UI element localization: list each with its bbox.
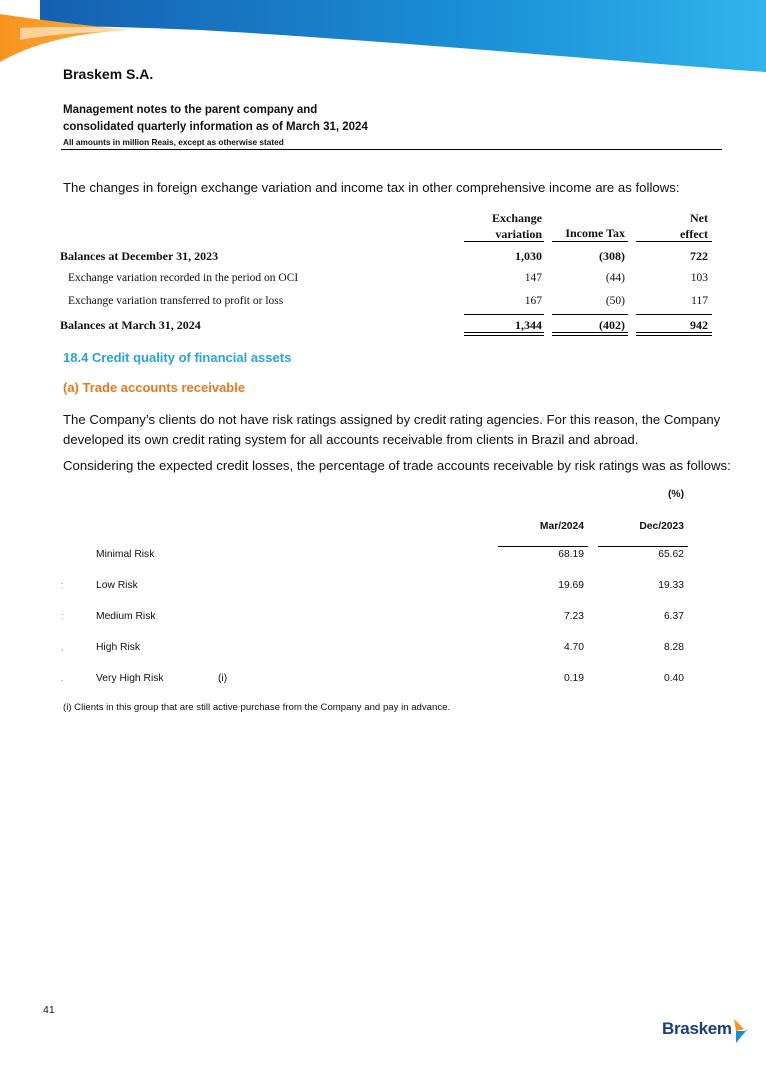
row-value: 103	[690, 272, 708, 284]
row-value: (402)	[599, 318, 625, 332]
row-label: Exchange variation transferred to profit or loss	[68, 295, 284, 307]
row-value: 8.28	[663, 642, 684, 653]
row-value: 0.40	[663, 673, 684, 684]
row-value: (50)	[605, 295, 625, 307]
oci-col-exchange-line2: variation	[495, 227, 542, 241]
oci-total-underline-2	[552, 332, 628, 336]
row-marker: :	[61, 580, 64, 590]
oci-col-net-effect	[680, 210, 708, 242]
row-label: Balances at March 31, 2024	[60, 318, 201, 332]
row-marker: .	[61, 673, 64, 683]
row-label: Minimal Risk	[96, 549, 155, 560]
oci-col-net-line1: Net	[690, 211, 708, 225]
oci-total-underline-1	[464, 332, 544, 336]
row-label: Balances at December 31, 2023	[60, 249, 219, 263]
table-row	[60, 292, 712, 315]
table-row	[60, 246, 712, 269]
row-value: 7.23	[563, 611, 584, 622]
risk-unit: (%)	[668, 489, 685, 500]
oci-header-underline-2	[552, 241, 628, 242]
row-label: High Risk	[96, 642, 141, 653]
row-value: 942	[690, 318, 708, 332]
document-subtitle: All amounts in million Reais, except as otherwise stated	[63, 137, 284, 147]
paragraph-line-2: developed its own credit rating system for all accounts receivable from clients in Brazil and abroad.	[63, 432, 639, 447]
oci-header-underline-1	[464, 241, 544, 242]
oci-total-underline-3	[636, 332, 712, 336]
oci-col-exchange-line1: Exchange	[491, 211, 542, 225]
table-row	[0, 548, 766, 579]
row-label: Medium Risk	[96, 611, 156, 622]
row-value: 1,344	[515, 318, 542, 332]
risk-col-mar2024: Mar/2024	[539, 521, 584, 532]
row-value: 722	[690, 249, 708, 263]
paragraph-line-1: The Company’s clients do not have risk ratings assigned by credit rating agencies. For this reason, the Company	[63, 412, 721, 427]
risk-header-underline-1	[498, 546, 588, 547]
logo-chevron-icon	[732, 1017, 750, 1045]
oci-table-body	[60, 246, 712, 338]
subsection-heading: (a) Trade accounts receivable	[63, 380, 246, 395]
company-name: Braskem S.A.	[63, 66, 154, 82]
risk-footnote: (i) Clients in this group that are still active purchase from the Company and pay in advance.	[63, 702, 451, 713]
table-row	[60, 269, 712, 292]
risk-col-dec2023: Dec/2023	[639, 521, 684, 532]
oci-table	[60, 208, 712, 242]
oci-table-header	[60, 208, 712, 242]
oci-header-underline-3	[636, 241, 712, 242]
row-marker: ,	[61, 642, 64, 652]
document-title	[63, 102, 368, 136]
risk-table-body	[0, 548, 766, 703]
table-row	[0, 579, 766, 610]
oci-col-exchange	[492, 210, 542, 242]
title-line-2: consolidated quarterly information as of March 31, 2024	[63, 121, 368, 133]
table-row	[0, 610, 766, 641]
table-row	[0, 641, 766, 672]
row-value: 6.37	[663, 611, 684, 622]
row-value: 117	[691, 295, 708, 307]
risk-ratings-paragraph: Considering the expected credit losses, the percentage of trade accounts receivable by risk ratings was as follows:	[63, 458, 731, 473]
row-value: 19.69	[558, 580, 584, 591]
page-number: 41	[43, 1004, 55, 1016]
oci-col-income-tax: Income Tax	[565, 226, 625, 240]
row-label: Very High Risk	[96, 673, 164, 684]
row-label: Low Risk	[96, 580, 138, 591]
row-value: 4.70	[563, 642, 584, 653]
braskem-logo	[662, 1017, 754, 1045]
header-divider	[61, 149, 722, 150]
title-line-1: Management notes to the parent company and	[63, 104, 318, 116]
row-note: (i)	[218, 673, 228, 684]
row-value: 147	[524, 272, 542, 284]
table-row	[0, 672, 766, 703]
row-value: (44)	[605, 272, 625, 284]
row-value: 65.62	[658, 549, 684, 560]
oci-col-net-line2: effect	[680, 227, 708, 241]
logo-text: Braskem	[662, 1019, 732, 1038]
risk-header-underline-2	[598, 546, 688, 547]
row-marker: :	[61, 611, 64, 621]
row-value: 19.33	[658, 580, 684, 591]
row-value: 68.19	[558, 549, 584, 560]
section-heading: 18.4 Credit quality of financial assets	[63, 350, 292, 365]
row-value: 167	[524, 295, 542, 307]
row-value: 0.19	[563, 673, 584, 684]
row-label: Exchange variation recorded in the period on OCI	[68, 272, 299, 284]
row-value: 1,030	[515, 249, 542, 263]
credit-rating-paragraph	[63, 410, 720, 450]
row-value: (308)	[599, 249, 625, 263]
intro-paragraph: The changes in foreign exchange variation and income tax in other comprehensive income are as follows:	[63, 180, 680, 195]
